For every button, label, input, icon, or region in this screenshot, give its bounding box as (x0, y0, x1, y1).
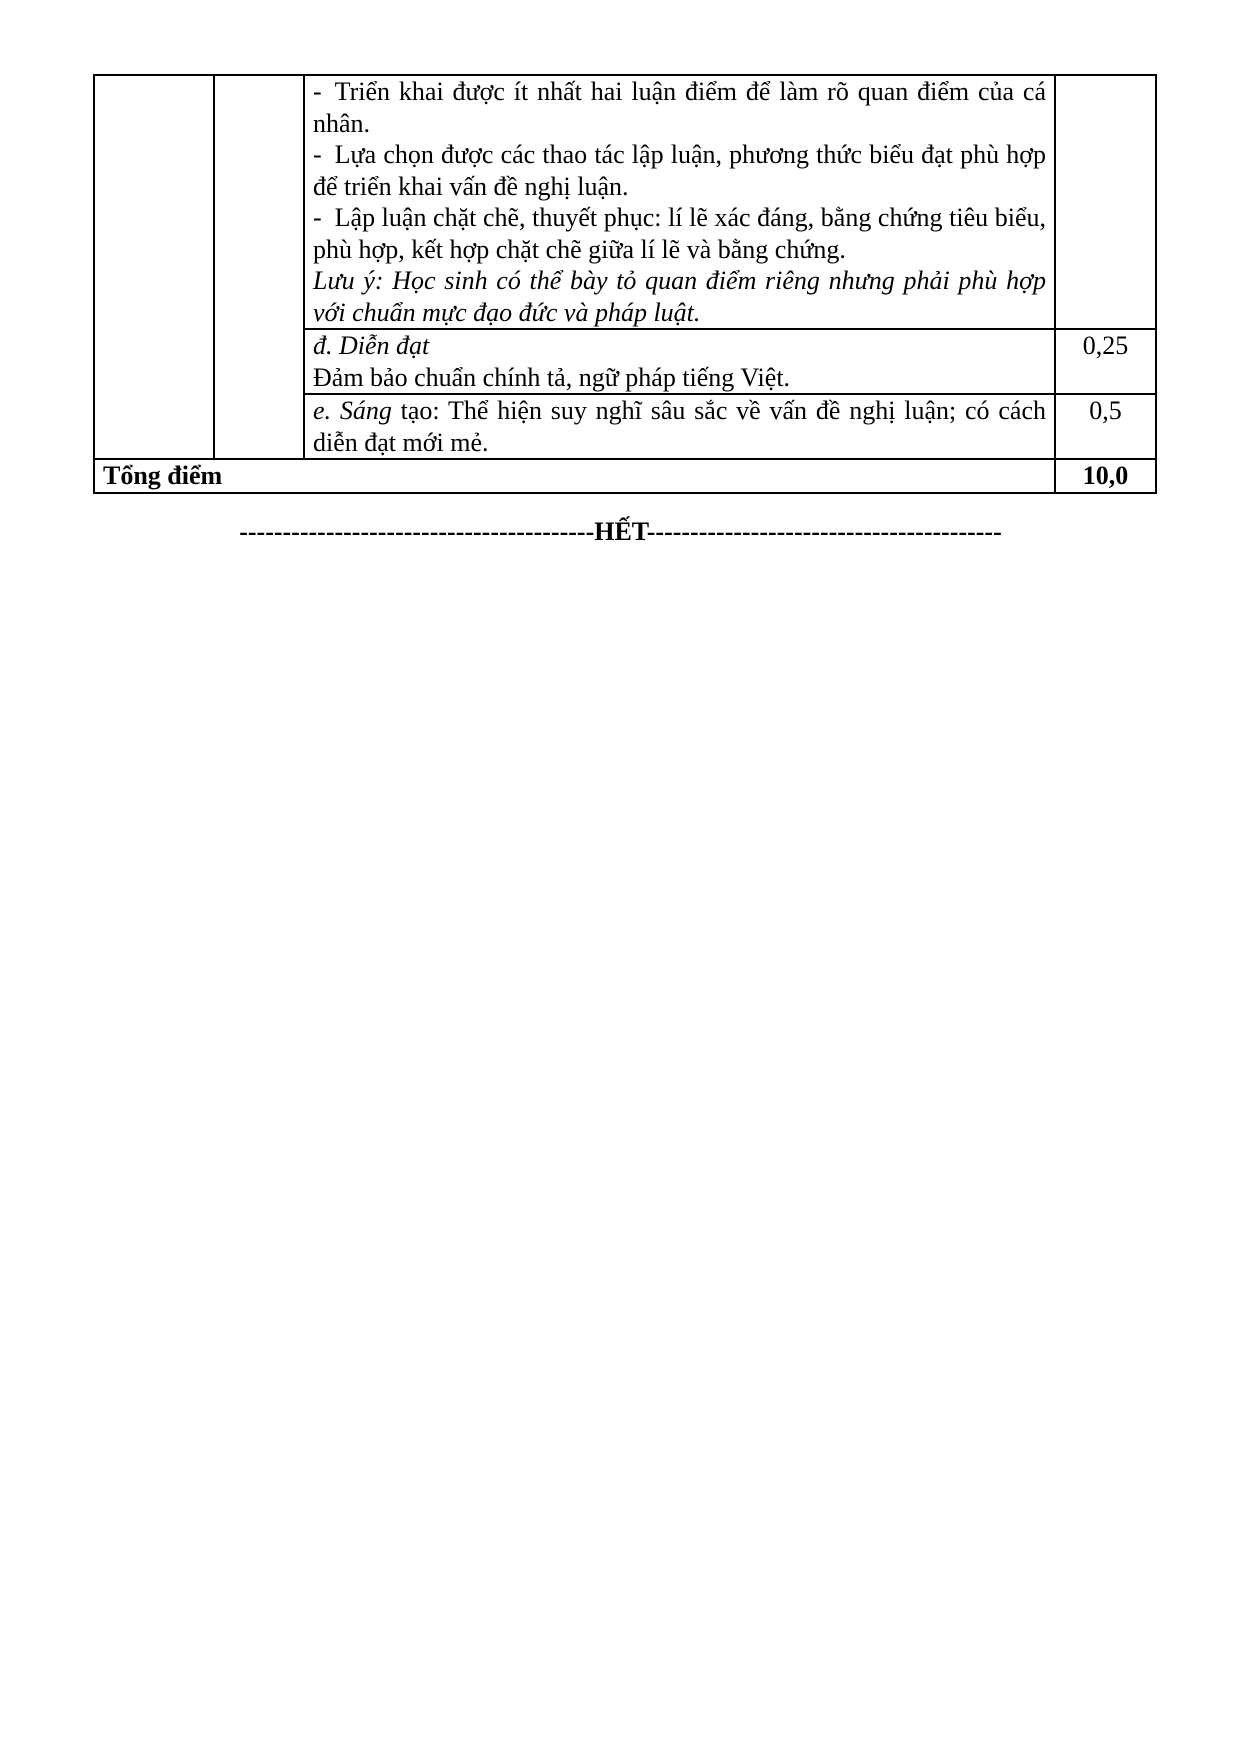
criterion-e-title: e. Sáng (313, 396, 392, 425)
total-row (94, 459, 1156, 493)
note-item: Lưu ý: Học sinh có thể bày tỏ quan điểm riêng nhưng phải phù hợp với chuẩn mực đạo đức và pháp luật. (313, 266, 1046, 327)
total-score-cell: 10,0 (1055, 459, 1156, 493)
criteria-item: - Triển khai được ít nhất hai luận điểm để làm rõ quan điểm của cá nhân. (313, 77, 1046, 138)
criteria-item: - Lập luận chặt chẽ, thuyết phục: lí lẽ xác đáng, bằng chứng tiêu biểu, phù hợp, kết hợp chặt chẽ giữa lí lẽ và bằng chứng. (313, 203, 1046, 264)
score-cell: 0,5 (1055, 394, 1156, 459)
table-row (94, 75, 1156, 329)
criterion-d-title: đ. Diễn đạt (313, 331, 430, 360)
grading-rubric-table (93, 74, 1157, 494)
end-marker-label: HẾT (594, 517, 647, 546)
question-cell-empty (214, 75, 304, 459)
criterion-d-cell (304, 329, 1055, 394)
criterion-e-cell (304, 394, 1055, 459)
criteria-item: - Lựa chọn được các thao tác lập luận, phương thức biểu đạt phù hợp để triển khai vấn đề nghị luận. (313, 140, 1046, 201)
end-marker-dashes-left: ----------------------------------------- (239, 517, 595, 546)
score-cell: 0,25 (1055, 329, 1156, 394)
total-label-cell: Tổng điểm (94, 459, 1055, 493)
criteria-continuation-cell (304, 75, 1055, 329)
criterion-d-body: Đảm bảo chuẩn chính tả, ngữ pháp tiếng Việt. (313, 362, 791, 392)
end-of-document-marker (0, 517, 1241, 547)
criterion-e-body: tạo: Thể hiện suy nghĩ sâu sắc về vấn đề nghị luận; có cách diễn đạt mới mẻ. (313, 396, 1046, 457)
score-cell-empty (1055, 75, 1156, 329)
part-cell-empty (94, 75, 214, 459)
end-marker-dashes-right: ----------------------------------------- (646, 517, 1002, 546)
